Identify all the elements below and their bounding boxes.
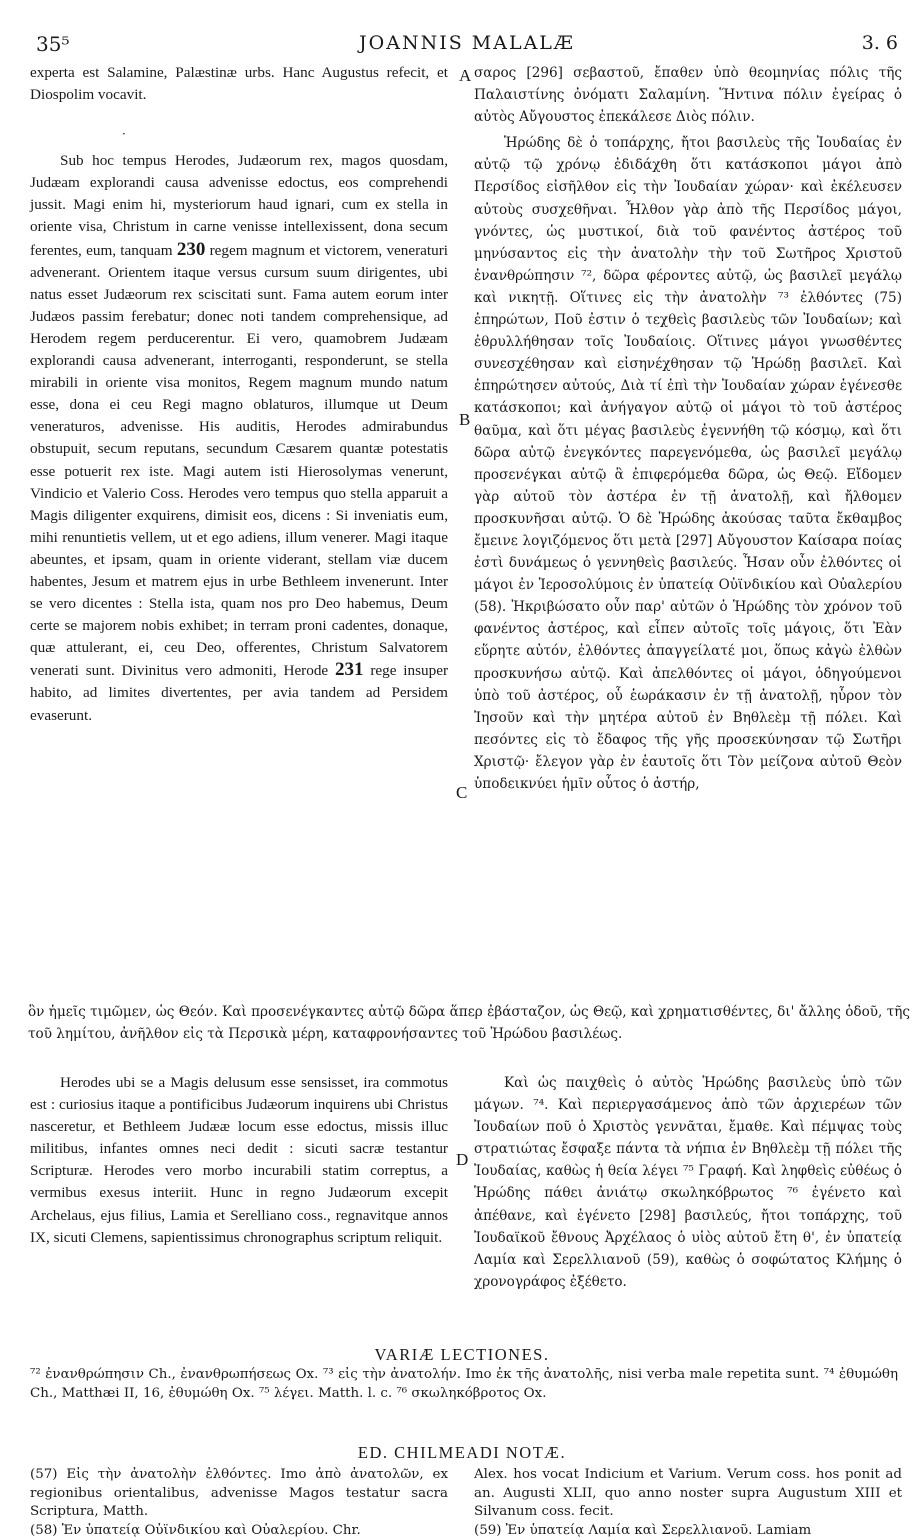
margin-letter-a: A [459,66,472,85]
greek-paragraph-2: Ἡρώδης δὲ ὁ τοπάρχης, ἤτοι βασιλεὺς τῆς Ἰουδαίας ἐν αὐτῷ τῷ χρόνῳ ἐδιδάχθη ὅτι κατάσκοποι μάγοι ἀπὸ Περσίδος εἰσῆλθον εἰς τὴν Ἰουδαίαν χώραν· καὶ ἐκέλευσεν αὐτοὺς συσχεθῆναι. Ἦλθον γὰρ ἀπὸ τῆς Περσίδος μάγοι, γνόντες, ὡς μυστικοί, διὰ τοῦ φανέντος ἀστέρος τοῦ μηνύσαντος εἰς τὴν ἀνατολὴν τὴν τοῦ Σωτῆρος Χριστοῦ ἐνανθρώπησιν ⁷², δῶρα φέροντες αὐτῷ, ὡς βασιλεῖ μεγάλῳ καὶ νικητῇ. Οἵτινες εἰς τὴν ἀνατολὴν ⁷³ ἐλθόντες (75) ἐπηρώτων, Ποῦ ἐστιν ὁ τεχθεὶς βασιλεὺς τῶν Ἰουδαίων; καὶ ἐθρυλλήθησαν τοῖς Ἰουδαίοις. Οἵτινες μάγοι γνωσθέντες συνεσχέθησαν καὶ εἰσηνέχθησαν τῷ Ἡρώδῃ βασιλεῖ. Καὶ ἐπηρώτησεν αὐτούς, Διὰ τί ἐπὶ τὴν Ἰουδαίαν χώραν ἐγένεσθε κατάσκοποι; καὶ ἀνήγαγον αὐτῷ οἱ μάγοι τὸ τοῦ ἀστέρος θαῦμα, καὶ ὅτι μέγας βασιλεὺς ἐγεννήθη τῷ κόσμῳ, καὶ ὅτι δῶρα αὐτῷ ἐνεγκόντες παρεγενόμεθα, ὡς βασιλεῖ μεγάλῳ προσενέγκαι αὐτῷ ἃ ἐπιφερόμεθα δῶρα, ὡς Θεῷ. Εἴδομεν γὰρ αὐτοῦ τὸν ἀστέρα ἐν τῇ ἀνατολῇ, καὶ ἤλθομεν προσκυνῆσαι αὐτῷ. Ὁ δὲ Ἡρώδης ἀκούσας ταῦτα ἔκθαμβος ἔμεινε λογιζόμενος ὅτι μετὰ [297] Αὔγουστον Καίσαρα ποίας ἐστὶ δυνάμεως ὁ γεννηθεὶς βασιλεύς. Ἦσαν οὖν ἐλθόντες οἱ μάγοι ἐν Ἱεροσολύμοις ἐν ὑπατείᾳ Οὐϊνδικίου καὶ Οὐαλερίου (58). Ἠκριβώσατο οὖν παρ' αὐτῶν ὁ Ἡρώδης τὸν χρόνον τοῦ φανέντος ἀστέρος, καὶ εἶπεν αὐτοῖς τοῖς μάγοις, ὅτι Ἐὰν εὕρητε αὐτόν, ἐλθόντες ἀπαγγείλατέ μοι, ὅπως κἀγὼ ἐλθὼν προσκυνήσω αὐτῷ. Καὶ ἀπελθόντες οἱ μάγοι, ὁδηγούμενοι ὑπὸ τοῦ ἀστέρος, οὗ ἑωράκασιν ἐν τῇ ἀνατολῇ, ηὗρον τὸν Ἰησοῦν καὶ τὴν μητέρα αὐτοῦ ἐν Βηθλεὲμ τῇ πόλει. Καὶ πεσόντες εἰς τὸ ἔδαφος τῆς γῆς προσεκύνησαν τῷ Σωτῆρι Χριστῷ· ἔλεγον γὰρ ἐν ἑαυτοῖς ὅτι Τὸν μείζονα αὐτοῦ Θεὸν ὑποδεικνύει ἡμῖν οὗτος ὁ ἀστήρ, [474,135,902,792]
marginal-page-number: 230 [176,238,206,260]
margin-letter-d: D [456,1150,469,1169]
margin-letter-c: C [456,783,468,802]
running-title: JOANNIS MALALÆ [359,32,575,54]
greek-full-width: ὃν ἡμεῖς τιμῶμεν, ὡς Θεόν. Καὶ προσενέγκαντες αὐτῷ δῶρα ἅπερ ἐβάσταζον, ὡς Θεῷ, καὶ χρηματισθέντες, δι' ἄλλης ὁδοῦ, τῆς τοῦ λημίτου, ἀνῆλθον εἰς τὰ Περσικὰ μέρη, καταφρονήσαντες τοῦ Ἡρώδου βασιλέως. [28,1004,910,1043]
marginal-page-number: 231 [335,659,364,681]
section-mark: 3. 6 [861,32,898,54]
chilmead-title: ED. CHILMEADI NOTÆ. [357,1443,567,1462]
page-header [30,22,904,62]
latin-text: regem magnum et victorem, veneraturi advenerant. Orientem itaque versus cursum suum dirigentes, ubi natus esset Judæorum rex sciscitati sunt. Fama autem eorum inter Judæos passim ferebatur; donec noti tandem comprehensique, ad Herodem regem perducerentur. Ei vero, quamobrem Judæam explorandi causa advenerant, interroganti, responderunt, se stella mirabili in oriente visa monitos, Regem magnum mundo natum esse, dona ei ceu Regi magno oblaturos, illumque ut Deum veneraturos, advenisse. His auditis, Herodes admirabundus obstupuit, secum reputans, secundum Cæsarem quantæ potestatis esse potuerit rex iste. Magi autem isti Hierosolymas venerunt, Vindicio et Valerio Coss. Herodes vero tempus quo stella apparuit a Magis diligenter exquirens, dimisit eos, dicens : Si inveniatis eum, mihi renuntietis vellem, ut et ego adiens, illum venerer. Magi itaque abeuntes, et ipsam, quam in oriente viderant, stellam viæ ducem habentes, Jesum et matrem ejus in urbe Bethleem invenerunt. Inter se vero dicentes : Stella ista, quam nos pro Deo habemus, Deum certe se majorem nobis exhibet; in terram proni cadentes, donaque, quæ attulerant, ei, ceu Deo, offerentes, Christum Salvatorem venerati sunt. Divinitus vero admoniti, Herode [30,241,448,680]
latin-column-upper [30,62,448,727]
latin-paragraph-1: experta est Salamine, Palæstinæ urbs. Hanc Augustus refecit, et Diospolim vocavit. [30,64,448,104]
page-number: 35⁵ [36,32,70,56]
latin-text: rege insuper habito, ad limites divertentes, per avia tandem ad Persidem evaserunt. [30,662,448,724]
latin-paragraph-3: Herodes ubi se a Magis delusum esse sensisset, ira commotus est : curiosius itaque a pontificibus Judæorum inquirens ubi Christus nasceretur, et Bethleem Judææ locum esse edoctus, missis illuc militibus, infantes omnes neci dedit : sicuti sacræ testantur Scripturæ. Herodes vero morbo incurabili statim correptus, a vermibus exesus interiit. Hunc in regno Judæorum excepit Archelaus, ejus filius, Lamia et Serelliano coss., regnavitque annos IX, sicuti Clemens, sapientissimus chronographus scriptum reliquit. [30,1074,448,1246]
margin-letter-b: B [459,410,471,429]
greek-paragraph-3: Καὶ ὡς παιχθεὶς ὁ αὐτὸς Ἡρώδης βασιλεὺς ὑπὸ τῶν μάγων. ⁷⁴. Καὶ περιεργασάμενος ἀπὸ τῶν ἀρχιερέων τῶν Ἰουδαίων ποῦ ὁ Χριστὸς γεννᾶται, ἔμαθε. Καὶ πέμψας τοὺς στρατιώτας ἔσφαξε πάντα τὰ νήπια ἐν Βηθλεὲμ τῇ πόλει τῆς Ἰουδαίας, καθὼς ἡ θεία λέγει ⁷⁵ Γραφή. Καὶ ληφθεὶς εὐθέως ὁ Ἡρώδης πάθει ἀνιάτῳ σκωληκόβρωτος ⁷⁶ ἐγένετο καὶ ἀπέθανε, καὶ ἐγένετο [298] βασιλεύς, ἤτοι τοπάρχης, τοῦ Ἰουδαϊκοῦ ἔθνους Ἀρχέλαος ὁ υἱὸς αὐτοῦ ἔτη θ', ἐν ὑπατείᾳ Λαμία καὶ Σερελλιανοῦ (59), καθὼς ὁ σοφώτατος Κλήμης ὁ χρονογράφος ἐξέθετο. [474,1075,902,1290]
latin-column-lower [30,1072,448,1249]
variae-text: ⁷² ἐνανθρώπησιν Ch., ἐνανθρωπήσεως Ox. ⁷³ εἰς τὴν ἀνατολήν. Imo ἐκ τῆς ἀνατολῆς, nisi verba male repetita sunt. ⁷⁴ ἐθυμώθη Ch., Matthæi II, 16, ἐθυμώθη Ox. ⁷⁵ λέγει. Matth. l. c. ⁷⁶ σκωληκόβροτος Ox. [30,1367,898,1401]
greek-paragraph-1: σαρος [296] σεβαστοῦ, ἔπαθεν ὑπὸ θεομηνίας πόλις τῆς Παλαιστίνης ὀνόματι Σαλαμίνη. Ἥντινα πόλιν ἐγείρας ὁ αὐτὸς Αὔγουστος ἐπεκάλεσε Διὸς πόλιν. [474,65,902,126]
greek-column-upper [474,62,902,795]
latin-text: Sub hoc tempus Herodes, Judæorum rex, magos quosdam, Judæam explorandi causa advenisse edoctus, eos comprehendi jussit. Magi enim hi, mysteriorum haud ignari, cum ex stella in oriente visa, Christum in carne venisse intellexissent, dona secum ferentes, eum, tanquam [30,152,448,259]
variae-title: VARIÆ LECTIONES. [374,1345,550,1364]
greek-column-lower [474,1072,902,1293]
latin-paragraph-2 [30,150,448,726]
chilmead-notes-left: (57) Εἰς τὴν ἀνατολὴν ἐλθόντες. Imo ἀπὸ ἀνατολῶν, ex regionibus orientalibus, advenisse Magos testatur sacra Scriptura, Matth. (58) Ἐν ὑπατείᾳ Οὐϊνδικίου καὶ Οὐαλερίου. Chr. [30,1467,448,1538]
chilmead-notes-right: Alex. hos vocat Indicium et Varium. Verum coss. hos ponit ad an. Augusti XLII, quo anno noster supra Augustum XIII et Silvanum coss. fecit. (59) Ἐν ὑπατείᾳ Λαμία καὶ Σερελλιανοῦ. Lamiam [474,1467,902,1538]
dot-mark: · [122,127,126,141]
